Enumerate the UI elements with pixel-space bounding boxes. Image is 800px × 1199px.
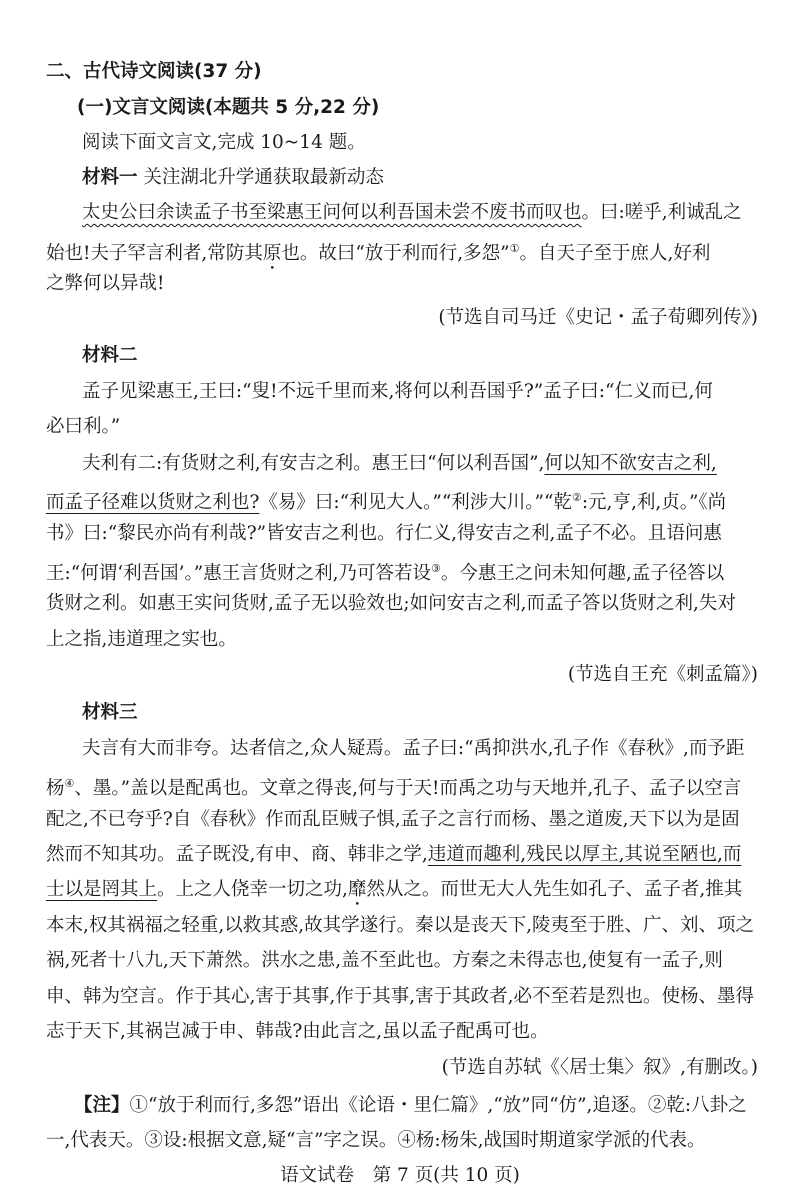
dotted-character: 原 (262, 243, 282, 265)
material-three-line (46, 878, 742, 910)
material-three-line: 本末,权其祸福之轻重,以救其惑,故其学遂行。秦以是丧天下,陵夷至于胜、广、刘、项之 (46, 915, 755, 936)
underlined-sentence: 而孟子径难以货财之利也? (46, 492, 260, 514)
material-three-line: 夫言有大而非夸。达者信之,众人疑焉。孟子曰:“禹抑洪水,孔子作《春秋》,而予距 (82, 738, 745, 759)
material-one-line (46, 237, 710, 274)
note-marker: ① (509, 242, 520, 255)
material-two-line (46, 486, 726, 515)
note-marker: ③ (431, 562, 441, 575)
material-two-line: 必曰利。” (46, 416, 121, 437)
text-run: 《易》曰:“利见大人。”“利涉大川。”“乾 (259, 492, 572, 514)
material-one-source: (节选自司马迁《史记・孟子荀卿列传》) (438, 307, 758, 328)
banner-text: 关注湖北升学通获取最新动态 (143, 167, 384, 188)
text-run: 。自天子至于庶人,好利 (519, 243, 711, 265)
text-run: 然而不知其功。孟子既没,有申、商、韩非之学, (46, 844, 428, 865)
text-run: 。曰:嗟乎,利诚乱之 (581, 202, 742, 223)
material-two-line (82, 452, 717, 476)
text-run: 始也!夫子罕言利者,常防其 (46, 243, 263, 265)
material-two-line: 孟子见梁惠王,王曰:“叟!不远千里而来,将何以利吾国乎?”孟子曰:“仁义而已,何 (82, 381, 713, 402)
material-three-line: 配之,不已夸乎?自《春秋》作而乱臣贼子惧,孟子之言行而杨、墨之道废,天下以为是固 (46, 809, 740, 830)
material-two-label: 材料二 (82, 345, 138, 366)
underlined-sentence: 违道而趣利,残民以厚主,其说至陋也,而 (427, 844, 742, 865)
material-three-line: 申、韩为空言。作于其心,害于其事,作于其事,害于其政者,必不至若是烈也。使杨、墨得 (46, 986, 755, 1007)
instruction: 阅读下面文言文,完成 10~14 题。 (82, 132, 366, 153)
text-run: :元,亨,利,贞。”《尚 (581, 492, 727, 514)
underlined-sentence: 士以是罔其上 (46, 879, 158, 900)
material-one-line: 之弊何以异哉! (46, 273, 165, 294)
material-three-line: 祸,死者十八九,天下萧然。洪水之患,盖不至此也。方秦之未得志也,使复有一孟子,则 (46, 950, 723, 971)
text-run: 夫利有二:有货财之利,有安吉之利。惠王曰“何以利吾国”, (82, 453, 545, 474)
text-run: 、墨。”盖以是配禹也。文章之得丧,何与于天!而禹之功与天地并,孔子、孟子以空言 (74, 778, 742, 800)
text-run: 然从之。而世无大人先生如孔子、孟子者,推其 (366, 879, 743, 900)
note-marker: ④ (64, 777, 75, 790)
page-footer: 语文试卷 第 7 页(共 10 页) (280, 1165, 520, 1186)
material-two-line: 货财之利。如惠王实问货财,孟子无以验效也;如问安吉之利,而孟子答以货财之利,失对 (46, 593, 736, 614)
dotted-character: 靡 (347, 879, 367, 900)
notes-line (74, 1094, 747, 1118)
material-three-line (46, 843, 741, 867)
section-title: 二、古代诗文阅读(37 分) (46, 61, 262, 82)
material-two-line: 书》曰:“黎民亦尚有利哉?”皆安吉之利也。行仁义,得安吉之利,孟子不必。且语问惠 (46, 523, 722, 544)
note-marker: ② (571, 491, 582, 504)
text-run: 。上之人侥幸一切之功, (157, 879, 348, 900)
notes-label: 【注】 (74, 1095, 130, 1116)
notes-line: 一,代表天。③设:根据文意,疑“言”字之误。④杨:杨朱,战国时期道家学派的代表。 (46, 1130, 706, 1151)
material-one-line (82, 201, 742, 225)
wavy-underlined-sentence: 太史公曰余读孟子书至梁惠王问何以利吾国未尝不废书而叹也 (82, 202, 582, 223)
material-three-line: 志于天下,其祸岂减于申、韩哉?由此言之,虽以孟子配禹可也。 (46, 1021, 549, 1042)
material-two-source: (节选自王充《刺孟篇》) (567, 664, 758, 685)
material-three-source: (节选自苏轼《〈居士集〉叙》,有删改。) (441, 1057, 758, 1078)
material-one-header (82, 166, 384, 190)
text-run: ①“放于利而行,多怨”语出《论语・里仁篇》,“放”同“仿”,追逐。②乾:八卦之 (129, 1095, 747, 1116)
sub-title: (一)文言文阅读(本题共 5 分,22 分) (77, 97, 380, 118)
text-run: 。今惠王之问未知何趣,孟子径答以 (440, 563, 725, 585)
material-one-label: 材料一 (82, 167, 138, 188)
text-run: 也。故曰“放于利而行,多怨” (281, 243, 510, 265)
material-three-line (46, 772, 741, 801)
material-two-line: 上之指,违道理之实也。 (46, 629, 237, 650)
underlined-sentence: 何以知不欲安吉之利, (544, 453, 717, 474)
material-three-label: 材料三 (82, 702, 138, 723)
text-run: 王:“何谓‘利吾国’。”惠王言货财之利,乃可答若设 (46, 563, 432, 585)
material-two-line (46, 557, 724, 586)
text-run: 杨 (46, 778, 65, 800)
